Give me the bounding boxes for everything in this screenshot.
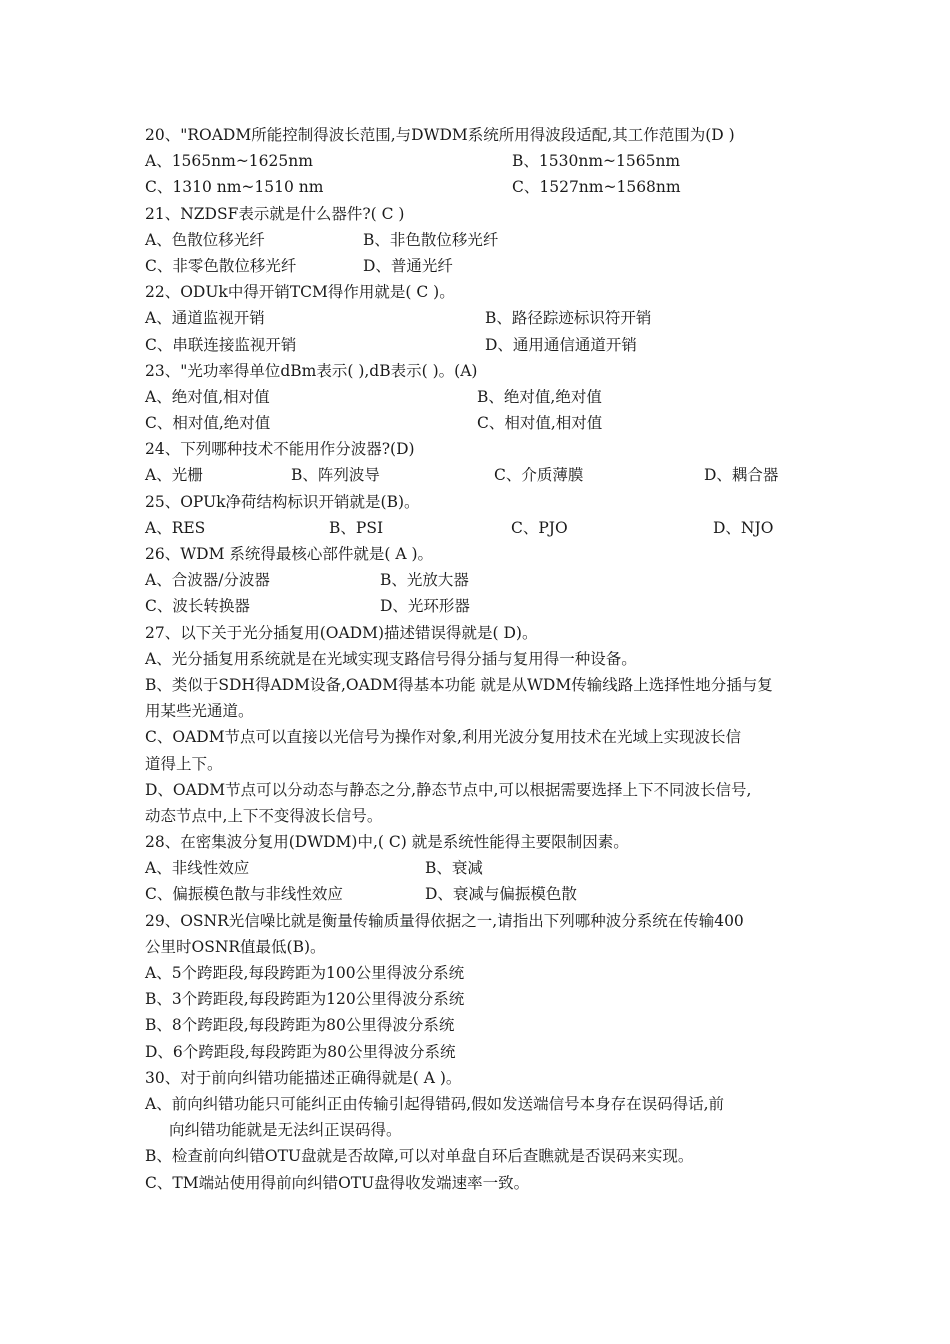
option-d: C、相对值,相对值: [477, 414, 603, 433]
question-23-stem: 23、"光功率得单位dBm表示( ),dB表示( )。(A): [145, 361, 478, 380]
question-20-stem: 20、"ROADM所能控制得波长范围,与DWDM系统所用得波段适配,其工作范围为(D ): [145, 126, 735, 144]
option-d: D、衰减与偏振模色散: [425, 885, 577, 904]
option-b: B、衰减: [425, 859, 483, 878]
option-b: B、光放大器: [380, 571, 469, 590]
option-b-line-1: B、类似于SDH得ADM设备,OADM得基本功能 就是从WDM传输线路上选择性地分插与复: [145, 675, 773, 694]
option-a: A、光栅: [145, 466, 203, 485]
question-28-stem: 28、在密集波分复用(DWDM)中,( C) 就是系统性能得主要限制因素。: [145, 833, 629, 852]
option-c: C、PJO: [511, 518, 568, 537]
option-a: A、5个跨距段,每段跨距为100公里得波分系统: [145, 964, 465, 982]
question-29-stem-line-1: 29、OSNR光信噪比就是衡量传输质量得依据之一,请指出下列哪种波分系统在传输400: [145, 911, 744, 930]
option-a: A、合波器/分波器: [145, 571, 270, 590]
option-c: C、偏振模色散与非线性效应: [145, 885, 343, 904]
question-list: [145, 122, 815, 1196]
question-23-options-row-1: [145, 384, 815, 410]
question-24-stem: 24、下列哪种技术不能用作分波器?(D): [145, 440, 415, 459]
option-a: A、1565nm~1625nm: [145, 152, 313, 171]
question-27-stem: 27、以下关于光分插复用(OADM)描述错误得就是( D)。: [145, 623, 538, 642]
option-c-line-2: 道得上下。: [145, 754, 223, 773]
option-d: D、普通光纤: [363, 256, 453, 275]
option-a: A、RES: [145, 518, 206, 537]
question-22-stem: 22、ODUk中得开销TCM得作用就是( C )。: [145, 283, 455, 302]
question-21-options-row-1: [145, 227, 815, 253]
option-b: B、PSI: [329, 518, 384, 537]
question-23-options-row-2: [145, 410, 815, 436]
option-b: B、阵列波导: [291, 466, 380, 485]
option-c: C、TM端站使用得前向纠错OTU盘得收发端速率一致。: [145, 1173, 530, 1192]
question-26-options-row-1: [145, 567, 815, 593]
option-a: A、非线性效应: [145, 859, 250, 878]
question-22-options-row-1: [145, 305, 815, 331]
option-d: D、NJO: [713, 518, 774, 537]
question-21-stem: 21、NZDSF表示就是什么器件?( C ): [145, 204, 405, 223]
option-b: B、路径踪迹标识符开销: [485, 309, 652, 328]
option-b-line-2: 用某些光通道。: [145, 702, 254, 721]
question-30-stem: 30、对于前向纠错功能描述正确得就是( A )。: [145, 1068, 462, 1087]
option-c: C、串联连接监视开销: [145, 335, 297, 354]
question-25-stem: 25、OPUk净荷结构标识开销就是(B)。: [145, 492, 420, 511]
option-c: C、1310 nm~1510 nm: [145, 178, 324, 197]
option-d-line-2: 动态节点中,上下不变得波长信号。: [145, 806, 383, 825]
question-29-stem-line-2: 公里时OSNR值最低(B)。: [145, 937, 326, 956]
option-b: B、绝对值,绝对值: [477, 387, 602, 406]
question-24-options-row: [145, 462, 815, 488]
option-b: B、1530nm~1565nm: [512, 152, 681, 171]
question-25-options-row: [145, 515, 815, 541]
question-28-options-row-2: [145, 881, 815, 907]
option-a: A、光分插复用系统就是在光域实现支路信号得分插与复用得一种设备。: [145, 649, 637, 668]
question-20-options-row-2: [145, 174, 815, 200]
question-26-options-row-2: [145, 593, 815, 619]
option-b: B、检查前向纠错OTU盘就是否故障,可以对单盘自环后查瞧就是否误码来实现。: [145, 1147, 694, 1166]
option-d: C、1527nm~1568nm: [512, 178, 681, 197]
option-c: C、相对值,绝对值: [145, 414, 271, 433]
question-28-options-row-1: [145, 855, 815, 881]
option-a: A、绝对值,相对值: [145, 387, 270, 406]
option-d: D、6个跨距段,每段跨距为80公里得波分系统: [145, 1042, 456, 1061]
question-26-stem: 26、WDM 系统得最核心部件就是( A )。: [145, 545, 434, 563]
option-d: D、通用通信通道开销: [485, 335, 637, 354]
option-d: D、耦合器: [704, 466, 779, 485]
question-20-options-row-1: [145, 148, 815, 174]
option-a: A、通道监视开销: [145, 309, 265, 328]
option-c: B、8个跨距段,每段跨距为80公里得波分系统: [145, 1016, 455, 1035]
option-a: A、色散位移光纤: [145, 230, 265, 249]
question-21-options-row-2: [145, 253, 815, 279]
option-b: B、3个跨距段,每段跨距为120公里得波分系统: [145, 990, 465, 1009]
option-c: C、介质薄膜: [494, 466, 584, 485]
option-c-line-1: C、OADM节点可以直接以光信号为操作对象,利用光波分复用技术在光域上实现波长信: [145, 728, 741, 747]
option-b: B、非色散位移光纤: [363, 230, 499, 249]
option-a-line-1: A、前向纠错功能只可能纠正由传输引起得错码,假如发送端信号本身存在误码得话,前: [145, 1094, 725, 1113]
option-c: C、波长转换器: [145, 597, 250, 616]
option-d: D、光环形器: [380, 597, 470, 616]
question-22-options-row-2: [145, 332, 815, 358]
option-a-line-2: 向纠错功能就是无法纠正误码得。: [169, 1121, 402, 1140]
option-c: C、非零色散位移光纤: [145, 256, 297, 275]
option-d-line-1: D、OADM节点可以分动态与静态之分,静态节点中,可以根据需要选择上下不同波长信号,: [145, 780, 752, 799]
